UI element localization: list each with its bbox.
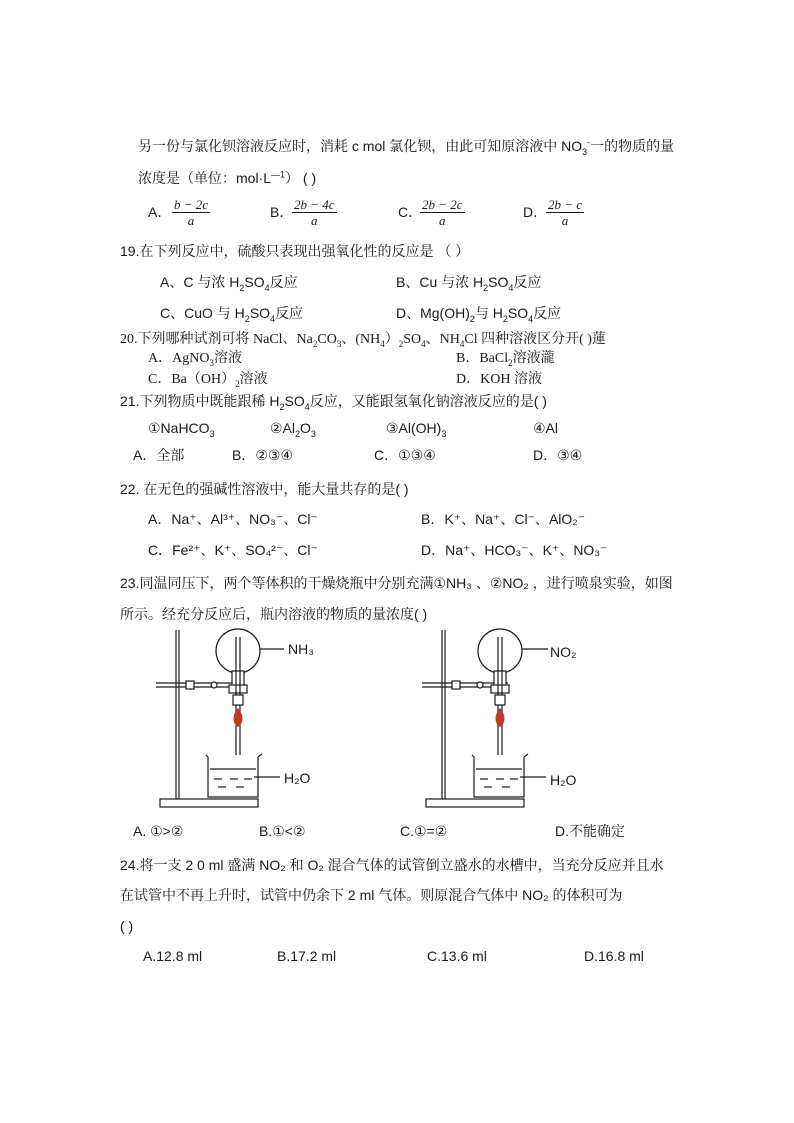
- q18-option-d-label: D．: [523, 204, 548, 220]
- q22-option-d: D．Na⁺、HCO₃⁻、K⁺、NO₃⁻: [421, 542, 608, 558]
- stem-text: CO: [317, 332, 337, 347]
- opt-text: D、Mg(OH): [396, 305, 470, 321]
- opt-text: SO: [507, 305, 529, 321]
- stopper: [229, 685, 247, 693]
- opt-sub: 3: [209, 357, 214, 368]
- flask-bulb: [216, 629, 260, 673]
- q24-option-c: C.13.6 ml: [427, 948, 487, 964]
- fountain-apparatus-nh3: [150, 625, 380, 815]
- opt-text: 反应: [269, 274, 298, 290]
- q21-option-a: A．全部: [133, 447, 185, 463]
- opt-text: SO: [488, 274, 509, 290]
- opt-text: B、Cu 与浓 H: [396, 274, 484, 290]
- q19-option-c: [160, 304, 303, 322]
- rubber-bulb-drop: [496, 708, 505, 727]
- rubber-bulb-drop: [234, 708, 243, 727]
- stem-text: SO: [403, 332, 422, 347]
- fraction-numerator: b − 2c: [174, 197, 209, 212]
- q20-option-c: [148, 371, 268, 389]
- fraction-denominator: a: [187, 213, 195, 228]
- flask-bulb: [478, 629, 522, 673]
- opt-sub: 2: [235, 378, 240, 389]
- opt-text: C、CuO 与 H: [160, 305, 245, 321]
- q24-option-d: D.16.8 ml: [584, 948, 644, 964]
- fraction-numerator: 2b − 4c: [294, 197, 335, 212]
- q18-sup: -: [587, 137, 591, 148]
- q22-option-b: B．K⁺、Na⁺、Cl⁻、AlO₂⁻: [421, 511, 586, 527]
- q23-option-c: C.①=②: [400, 823, 448, 839]
- q18-option-b-fraction: [292, 197, 337, 228]
- opt-sub: 2: [244, 313, 250, 324]
- q20-stem: [120, 331, 606, 349]
- opt-sub: 2: [508, 357, 513, 368]
- opt-sub: 4: [528, 313, 534, 324]
- q21-option-d: D．③④: [533, 447, 583, 463]
- q18-option-d-fraction: [546, 197, 584, 228]
- q21-item-1: [148, 419, 215, 437]
- stem-sub: 2: [312, 338, 318, 349]
- q18-sub: 3: [582, 146, 588, 157]
- opt-sub: 2: [483, 282, 489, 293]
- opt-sub: 2: [469, 313, 475, 324]
- q21-option-c: C．①③④: [374, 447, 436, 463]
- opt-sub: 2: [239, 282, 245, 293]
- q24-line3: ( ): [120, 918, 134, 934]
- stem-sub: 2: [398, 338, 404, 349]
- stem-text: Cl 四种溶液区分开( )蓮: [464, 332, 606, 347]
- stem-text: 反应，又能跟氢氧化钠溶液反应的是( ): [309, 393, 547, 409]
- q19-option-b: [396, 273, 541, 291]
- label-h2o-1: H₂O: [284, 770, 311, 786]
- item-sub: 3: [310, 428, 316, 439]
- label-h2o-2: H₂O: [550, 772, 577, 788]
- opt-text: A．AgNO: [148, 351, 210, 366]
- q24-line2: 在试管中不再上升时，试管中仍余下 2 ml 气体。则原混合气体中 NO₂ 的体积可为: [120, 887, 623, 903]
- q18-option-c-fraction: [420, 197, 465, 228]
- opt-text: 与 H: [474, 305, 503, 321]
- item-sub: 3: [441, 428, 447, 439]
- q21-stem: [120, 392, 547, 410]
- stand-base: [426, 799, 524, 807]
- q18-line1: [138, 137, 674, 155]
- q20-option-a: [148, 350, 242, 368]
- q19-option-d: [396, 304, 561, 322]
- q24-option-b: B.17.2 ml: [277, 948, 337, 964]
- stem-sub: 4: [304, 401, 310, 412]
- stem-text: 、(NH: [341, 332, 381, 347]
- q24-option-a: A.12.8 ml: [143, 948, 203, 964]
- q23-line1: 23.同温同压下，两个等体积的干燥烧瓶中分别充满①NH₃ 、②NO₂ ，进行喷泉实验，如图: [120, 575, 673, 591]
- opt-text: 反应: [533, 305, 562, 321]
- q23-option-a: A. ①>②: [133, 823, 184, 839]
- stem-sub: 3: [336, 338, 342, 349]
- opt-text: 反应: [275, 305, 304, 321]
- opt-text: 溶液: [239, 372, 268, 387]
- fraction-numerator: 2b − 2c: [422, 197, 463, 212]
- opt-text: 反应: [513, 274, 542, 290]
- fraction-denominator: a: [439, 213, 446, 228]
- stem-text: 21.下列物质中既能跟稀 H: [120, 393, 280, 409]
- q22-option-a: A．Na⁺、Al³⁺、NO₃⁻、Cl⁻: [148, 511, 318, 527]
- q18-line2-end: ） ( ): [285, 170, 317, 186]
- stem-text: 、NH: [425, 332, 460, 347]
- label-nh3: NH₃: [288, 641, 314, 657]
- q18-line1-end: 一的物质的量: [590, 138, 675, 154]
- stem-text: 20.下列哪种试剂可将 NaCl、Na: [120, 332, 313, 347]
- item-sub: 3: [209, 428, 215, 439]
- item-sub: 2: [295, 428, 301, 439]
- opt-text: C．Ba（OH）: [148, 372, 236, 387]
- stem-sub: 4: [380, 338, 385, 349]
- opt-sub: 4: [264, 282, 270, 293]
- fraction-denominator: a: [561, 213, 569, 228]
- opt-text: 溶液瀧: [512, 351, 555, 366]
- opt-text: A、C 与浓 H: [160, 274, 240, 290]
- opt-sub: 4: [270, 313, 276, 324]
- opt-text: B．BaCl: [456, 351, 509, 366]
- fraction-denominator: a: [311, 213, 318, 228]
- q23-option-d: D.不能确定: [555, 823, 625, 839]
- opt-text: SO: [249, 305, 271, 321]
- item-text: O: [300, 420, 311, 436]
- q18-option-b-label: B．: [270, 204, 294, 220]
- q21-option-b: B．②③④: [232, 447, 293, 463]
- opt-text: SO: [244, 274, 265, 290]
- q21-item-3: [386, 419, 446, 437]
- stem-sub: 4: [421, 338, 426, 349]
- q22-stem: 22. 在无色的强碱性溶液中，能大量共存的是( ): [120, 481, 409, 497]
- opt-text: 溶液: [213, 351, 242, 366]
- opt-sub: 2: [502, 313, 508, 324]
- q23-option-b: B.①<②: [259, 823, 306, 839]
- q20-option-b: [456, 350, 555, 368]
- q18-line1-text: 另一份与氯化钡溶液反应时，消耗 c mol 氯化钡，由此可知原溶液中 NO: [138, 138, 583, 154]
- item-text: ②Al: [270, 420, 295, 436]
- q18-option-a-label: A．: [148, 204, 172, 220]
- q19-option-a: [160, 273, 298, 291]
- q18-option-a-fraction: [172, 197, 210, 228]
- q22-option-c: C．Fe²⁺、K⁺、SO₄²⁻、Cl⁻: [148, 542, 318, 558]
- q20-option-d: D．KOH 溶液: [456, 372, 542, 387]
- item-text: ①NaHCO: [148, 420, 210, 436]
- beaker: [474, 757, 524, 797]
- stopper: [491, 685, 509, 693]
- q18-option-c-label: C．: [398, 204, 423, 220]
- opt-sub: 4: [508, 282, 514, 293]
- item-text: ③Al(OH): [386, 420, 442, 436]
- q24-line1: 24.将一支 2 0 ml 盛满 NO₂ 和 O₂ 混合气体的试管倒立盛水的水槽中，当充分反应并且水: [120, 857, 664, 873]
- q19-stem: 19.在下列反应中，硫酸只表现出强氧化性的反应是 （ ）: [120, 243, 470, 259]
- beaker: [208, 757, 258, 797]
- stem-text: ）: [384, 332, 399, 347]
- stem-text: SO: [284, 393, 305, 409]
- q21-item-4: ④Al: [533, 420, 558, 436]
- q18-line2-text: 浓度是（单位：mol·L: [138, 170, 272, 186]
- stem-sub: 4: [459, 338, 465, 349]
- fountain-apparatus-no2: [416, 625, 646, 815]
- q18-line2-sup: —1: [271, 169, 286, 180]
- q18-line2: [138, 169, 316, 187]
- fraction-numerator: 2b − c: [548, 197, 583, 212]
- stand-base: [160, 799, 258, 807]
- label-no2: NO₂: [550, 644, 577, 660]
- stem-sub: 2: [279, 401, 285, 412]
- q23-line2: 所示。经充分反应后，瓶内溶液的物质的量浓度( ): [120, 606, 428, 622]
- q21-item-2: [270, 419, 316, 437]
